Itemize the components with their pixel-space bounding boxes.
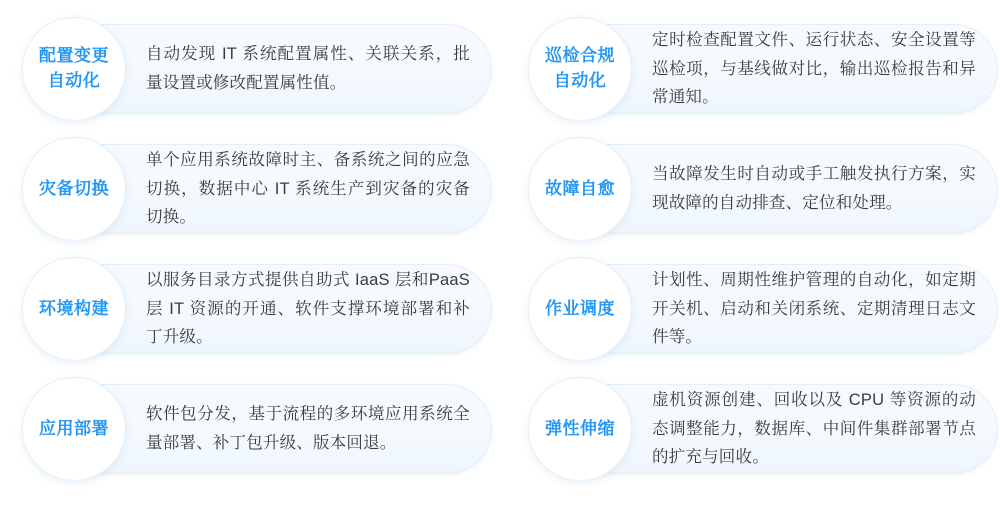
capability-grid xyxy=(22,14,978,484)
capability-badge xyxy=(22,377,126,481)
capability-badge xyxy=(22,257,126,361)
capability-badge xyxy=(528,377,632,481)
capability-description: 软件包分发，基于流程的多环境应用系统全量部署、补丁包升级、版本回退。 xyxy=(146,405,470,452)
capability-badge-label: 作业调度 xyxy=(545,298,615,318)
capability-badge xyxy=(22,17,126,121)
capability-description: 虚机资源创建、回收以及 CPU 等资源的动态调整能力，数据库、中间件集群部署节点的扩充与回收。 xyxy=(652,390,976,467)
capability-badge-label: 配置变更 自动化 xyxy=(39,46,109,90)
capability-badge-label: 弹性伸缩 xyxy=(545,418,615,438)
capability-badge xyxy=(528,257,632,361)
capability-description: 计划性、周期性维护管理的自动化，如定期开关机、启动和关闭系统、定期清理日志文件等。 xyxy=(652,270,976,347)
capability-badge-label: 应用部署 xyxy=(39,418,109,438)
capability-description: 定时检查配置文件、运行状态、安全设置等巡检项，与基线做对比，输出巡检报告和异常通知。 xyxy=(652,30,976,107)
capability-card xyxy=(528,254,998,364)
capability-badge-label: 环境构建 xyxy=(39,298,109,318)
capability-badge-label: 巡检合规 自动化 xyxy=(545,46,615,90)
capability-badge xyxy=(22,137,126,241)
capability-badge-label: 故障自愈 xyxy=(545,178,615,198)
capability-description: 以服务目录方式提供自助式 IaaS 层和PaaS 层 IT 资源的开通、软件支撑环境部署和补丁升级。 xyxy=(146,270,470,347)
capability-card xyxy=(528,134,998,244)
capability-badge xyxy=(528,137,632,241)
capability-description: 自动发现 IT 系统配置属性、关联关系，批量设置或修改配置属性值。 xyxy=(146,45,470,92)
capability-card xyxy=(22,374,492,484)
capability-description: 当故障发生时自动或手工触发执行方案，实现故障的自动排查、定位和处理。 xyxy=(652,165,976,212)
capability-card xyxy=(528,14,998,124)
capability-description: 单个应用系统故障时主、备系统之间的应急切换，数据中心 IT 系统生产到灾备的灾备切换。 xyxy=(146,150,470,227)
capability-badge-label: 灾备切换 xyxy=(39,178,109,198)
capability-badge xyxy=(528,17,632,121)
capability-card xyxy=(528,374,998,484)
capability-card xyxy=(22,134,492,244)
capability-card xyxy=(22,14,492,124)
capability-card xyxy=(22,254,492,364)
